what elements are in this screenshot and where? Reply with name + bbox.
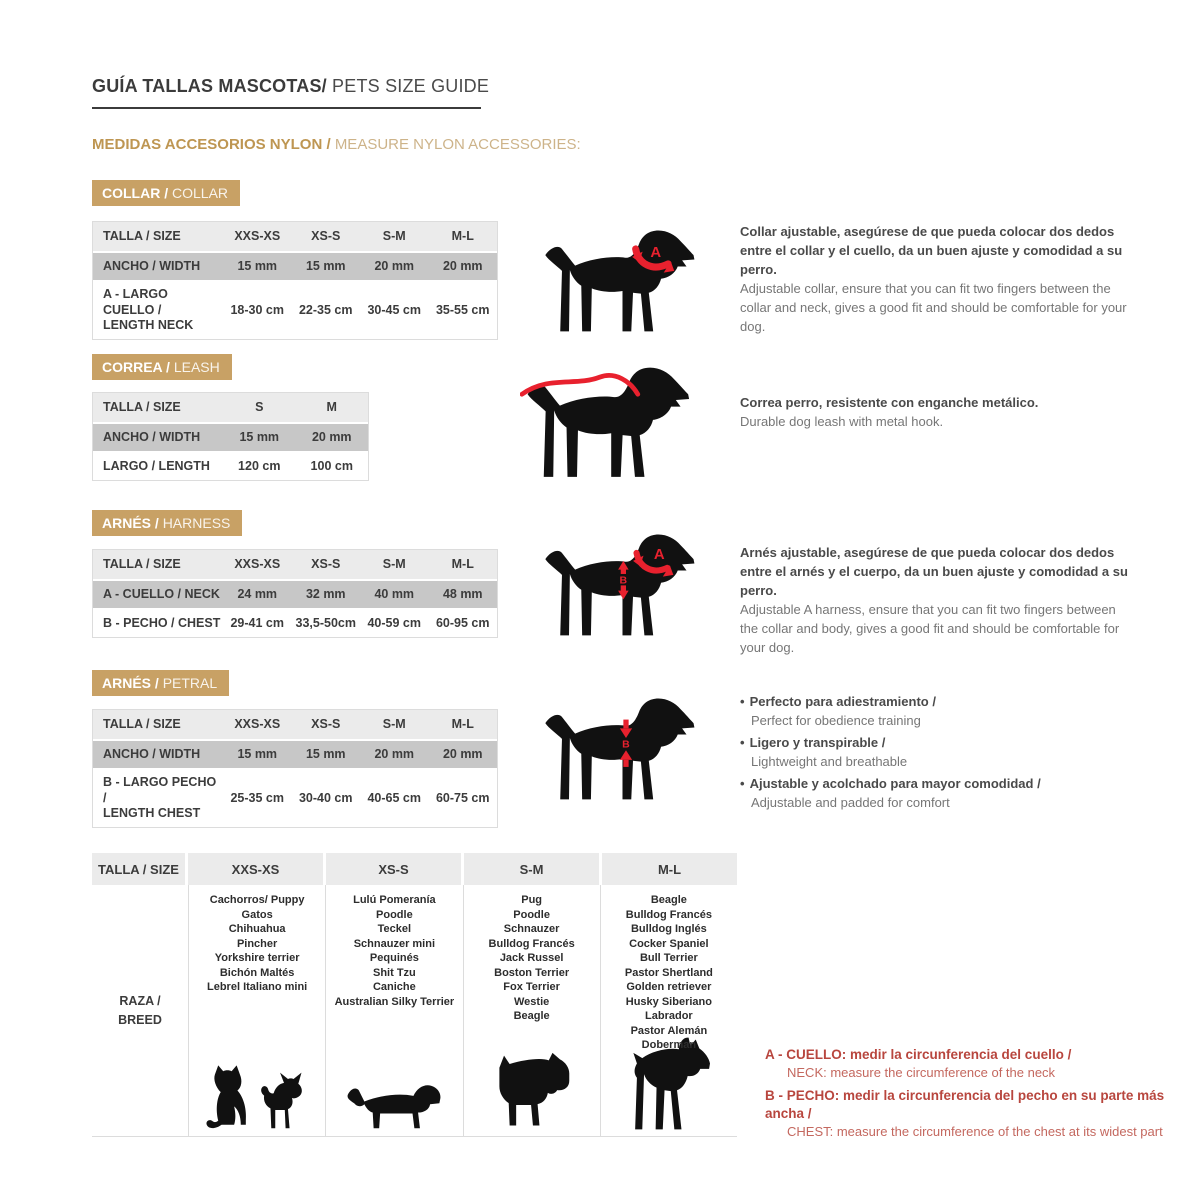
size-table-row bbox=[93, 739, 497, 768]
size-table-row-label: TALLA / SIZE bbox=[103, 716, 181, 731]
breed-list-item: Pequinés bbox=[369, 952, 419, 964]
petral-bullet-3-en: Adjustable and padded for comfort bbox=[751, 795, 950, 810]
harness-description-es: Arnés ajustable, asegúrese de que pueda colocar dos dedos entre el arnés y el cuerpo, da un buen ajuste y comodidad a su perro. bbox=[740, 545, 1128, 598]
breed-header-s-m: S-M bbox=[464, 853, 602, 885]
size-table-value: 35-55 cm bbox=[435, 302, 490, 317]
breed-row-label bbox=[92, 885, 188, 1136]
breed-list-item: Schnauzer mini bbox=[353, 937, 436, 950]
breed-header-xxs-xs: XXS-XS bbox=[188, 853, 326, 885]
petral-badge-en: PETRAL bbox=[162, 675, 218, 691]
size-table-value: 40-65 cm bbox=[367, 790, 421, 805]
harness-marker-b-label: B bbox=[619, 574, 628, 587]
size-table-row bbox=[93, 451, 368, 480]
breed-list-item: Schnauzer bbox=[503, 923, 560, 935]
breed-list-item: Doberman bbox=[641, 1039, 697, 1051]
size-table-header-row bbox=[93, 710, 497, 739]
breed-list-item: Beagle bbox=[513, 1010, 550, 1022]
breed-header-m-l: M-L bbox=[602, 853, 737, 885]
collar-badge-es: COLLAR / bbox=[102, 185, 172, 201]
size-table-size-header: M bbox=[326, 399, 337, 414]
petral-bullet-3 bbox=[740, 774, 1132, 812]
chihuahua-icon bbox=[258, 1071, 310, 1133]
harness-marker-a-label: A bbox=[653, 547, 665, 564]
petral-badge-es: ARNÉS / bbox=[102, 675, 163, 691]
breed-list-item: Beagle bbox=[650, 894, 687, 906]
measuring-notes bbox=[765, 1046, 1197, 1146]
harness-description bbox=[740, 543, 1132, 657]
breed-list-item: Teckel bbox=[377, 923, 412, 935]
breed-list-item: Bichón Maltés bbox=[219, 966, 295, 979]
breed-header-xs-s: XS-S bbox=[326, 853, 464, 885]
breed-list-m-l bbox=[601, 893, 737, 1053]
page-subtitle bbox=[92, 136, 581, 153]
petral-bullet-2-en: Lightweight and breathable bbox=[751, 754, 908, 769]
harness-size-table bbox=[92, 549, 498, 638]
size-table-value: 15 mm bbox=[237, 258, 278, 273]
breed-list-s-m bbox=[464, 893, 600, 1024]
harness-badge-en: HARNESS bbox=[162, 515, 231, 531]
breed-list-item: Cachorros/ Puppy bbox=[209, 894, 305, 906]
petral-feature-list bbox=[740, 692, 1132, 815]
size-table-value: 40-59 cm bbox=[367, 615, 421, 630]
breed-list-item: Westie bbox=[513, 995, 550, 1008]
petral-bullet-2-es: Ligero y transpirable / bbox=[749, 735, 886, 750]
harness-section-badge bbox=[92, 510, 242, 536]
size-table-value: 20 mm bbox=[311, 429, 352, 444]
size-table-value: 15 mm bbox=[305, 258, 346, 273]
collar-marker-a-label: A bbox=[650, 244, 662, 261]
size-table-size-header: M-L bbox=[451, 556, 474, 571]
breed-list-item: Chihuahua bbox=[228, 923, 286, 935]
size-table-value: 24 mm bbox=[237, 586, 278, 601]
size-table-value: 20 mm bbox=[374, 746, 415, 761]
size-table-value: 15 mm bbox=[305, 746, 346, 761]
size-table-row bbox=[93, 280, 497, 339]
size-table-value: 60-75 cm bbox=[435, 790, 490, 805]
size-table-size-header: XXS-XS bbox=[234, 228, 281, 243]
size-table-size-header: S-M bbox=[382, 716, 406, 731]
size-table-value: 15 mm bbox=[239, 429, 280, 444]
size-table-row-label: TALLA / SIZE bbox=[103, 399, 181, 414]
note-a-en: NECK: measure the circumference of the neck bbox=[787, 1065, 1056, 1080]
title-underline bbox=[92, 107, 481, 109]
subtitle-es: MEDIDAS ACCESORIOS NYLON / bbox=[92, 136, 335, 153]
size-table-value: 30-45 cm bbox=[367, 302, 421, 317]
breed-column-xs-s bbox=[325, 885, 462, 1136]
size-table-value: 29-41 cm bbox=[230, 615, 284, 630]
page-title-en: PETS SIZE GUIDE bbox=[326, 76, 490, 96]
size-table-value: 60-95 cm bbox=[435, 615, 490, 630]
breed-list-item: Cocker Spaniel bbox=[629, 937, 709, 950]
size-table-size-header: S-M bbox=[382, 556, 406, 571]
leash-description-en: Durable dog leash with metal hook. bbox=[740, 414, 944, 429]
petral-bullet-3-es: Ajustable y acolchado para mayor comodidad / bbox=[749, 776, 1041, 791]
breed-size-table bbox=[92, 853, 737, 1137]
note-b-en: CHEST: measure the circumference of the chest at its widest part bbox=[787, 1124, 1163, 1139]
breed-silhouettes-xs-s bbox=[326, 1081, 462, 1133]
size-table-row-label: B - LARGO PECHO / LENGTH CHEST bbox=[103, 775, 217, 821]
leash-section-badge bbox=[92, 354, 232, 380]
collar-description-es: Collar ajustable, asegúrese de que pueda colocar dos dedos entre el collar y el cuello, da un buen ajuste y comodidad a su perro. bbox=[740, 224, 1123, 277]
size-table-row-label: ANCHO / WIDTH bbox=[103, 258, 201, 273]
size-table-size-header: XS-S bbox=[311, 716, 341, 731]
size-table-row-label: LARGO / LENGTH bbox=[103, 458, 210, 473]
size-table-size-header: XS-S bbox=[311, 556, 341, 571]
leash-size-table bbox=[92, 392, 369, 481]
breed-list-item: Pug bbox=[521, 894, 543, 906]
size-table-value: 25-35 cm bbox=[230, 790, 284, 805]
breed-list-item: Pastor Alemán bbox=[630, 1024, 708, 1037]
breed-silhouettes-xxs-xs bbox=[189, 1063, 325, 1133]
leash-badge-en: LEASH bbox=[173, 359, 220, 375]
breed-column-xxs-xs bbox=[188, 885, 325, 1136]
breed-header-label: TALLA / SIZE bbox=[92, 853, 188, 885]
petral-marker-b-label: B bbox=[622, 738, 630, 751]
breed-list-item: Yorkshire terrier bbox=[214, 952, 300, 964]
petral-bullet-1-en: Perfect for obedience training bbox=[751, 713, 921, 728]
size-table-row-label: ANCHO / WIDTH bbox=[103, 429, 201, 444]
collar-section-badge bbox=[92, 180, 240, 206]
size-table-value: 48 mm bbox=[442, 586, 483, 601]
dog-collar-figure-icon bbox=[538, 220, 714, 334]
breed-table-body bbox=[92, 885, 737, 1137]
harness-description-en: Adjustable A harness, ensure that you can fit two fingers between the collar and body, gives a good fit and should be comfortable for your dog. bbox=[740, 602, 1120, 655]
breed-silhouettes-s-m bbox=[464, 1051, 600, 1133]
size-table-row-label: A - LARGO CUELLO / LENGTH NECK bbox=[103, 287, 194, 333]
collar-size-table bbox=[92, 221, 498, 340]
breed-list-item: Lebrel Italiano mini bbox=[207, 981, 308, 993]
size-table-size-header: XXS-XS bbox=[234, 716, 281, 731]
breed-column-s-m bbox=[463, 885, 600, 1136]
size-table-value: 22-35 cm bbox=[298, 302, 353, 317]
note-b bbox=[765, 1087, 1197, 1141]
breed-list-item: Bulldog Francés bbox=[488, 937, 575, 950]
bullet-dot: • bbox=[740, 694, 745, 709]
collar-description-en: Adjustable collar, ensure that you can fit two fingers between the collar and neck, gives a good fit and should be comfortable for your dog. bbox=[740, 281, 1127, 334]
size-table-row-label: B - PECHO / CHEST bbox=[103, 615, 221, 630]
size-table-value: 20 mm bbox=[442, 746, 483, 761]
size-table-value: 120 cm bbox=[238, 458, 281, 473]
size-table-row-label: ANCHO / WIDTH bbox=[103, 746, 201, 761]
size-table-value: 32 mm bbox=[305, 586, 346, 601]
note-a-es: A - CUELLO: medir la circunferencia del cuello / bbox=[765, 1047, 1072, 1062]
size-table-value: 20 mm bbox=[374, 258, 415, 273]
breed-list-item: Poodle bbox=[376, 908, 413, 921]
breed-list-item: Caniche bbox=[372, 981, 416, 993]
breed-list-item: Husky Siberiano bbox=[625, 995, 712, 1008]
dog-harness-figure-icon bbox=[538, 524, 714, 638]
leash-description bbox=[740, 393, 1128, 431]
breed-row-label-es: RAZA / bbox=[119, 993, 161, 1008]
breed-list-item: Bull Terrier bbox=[639, 952, 698, 964]
size-table-value: 40 mm bbox=[374, 586, 415, 601]
breed-list-item: Jack Russel bbox=[499, 952, 564, 964]
petral-bullet-1 bbox=[740, 692, 1132, 730]
breed-list-item: Pastor Shertland bbox=[624, 966, 713, 979]
size-table-header-row bbox=[93, 393, 368, 422]
petral-bullet-1-es: Perfecto para adiestramiento / bbox=[749, 694, 936, 709]
bullet-dot: • bbox=[740, 735, 745, 750]
breed-list-item: Labrador bbox=[645, 1010, 693, 1022]
breed-row-label-en: BREED bbox=[118, 1012, 162, 1027]
petral-size-table bbox=[92, 709, 498, 828]
breed-list-item: Lulú Pomeranía bbox=[353, 894, 436, 906]
size-table-value: 18-30 cm bbox=[230, 302, 284, 317]
size-table-size-header: M-L bbox=[451, 228, 474, 243]
size-table-row-label: A - CUELLO / NECK bbox=[103, 586, 220, 601]
breed-table-header bbox=[92, 853, 737, 885]
petral-section-badge bbox=[92, 670, 229, 696]
breed-list-item: Golden retriever bbox=[626, 981, 712, 993]
breed-list-item: Boston Terrier bbox=[494, 966, 570, 979]
breed-list-item: Gatos bbox=[241, 908, 273, 921]
size-table-header-row bbox=[93, 222, 497, 251]
size-table-value: 100 cm bbox=[310, 458, 353, 473]
cat-icon bbox=[204, 1063, 250, 1133]
dog-petral-figure-icon bbox=[538, 688, 714, 802]
note-b-es: B - PECHO: medir la circunferencia del pecho en su parte más ancha / bbox=[765, 1088, 1165, 1121]
size-table-row-label: TALLA / SIZE bbox=[103, 556, 181, 571]
leash-badge-es: CORREA / bbox=[102, 359, 174, 375]
dachshund-icon bbox=[344, 1081, 444, 1133]
size-table-size-header: XS-S bbox=[311, 228, 341, 243]
bullet-dot: • bbox=[740, 776, 745, 791]
size-table-size-header: XXS-XS bbox=[234, 556, 281, 571]
size-table-row bbox=[93, 251, 497, 280]
size-table-value: 20 mm bbox=[442, 258, 483, 273]
breed-list-item: Pincher bbox=[236, 937, 278, 950]
size-table-row-label: TALLA / SIZE bbox=[103, 228, 181, 243]
note-a bbox=[765, 1046, 1197, 1082]
dog-leash-figure-icon bbox=[520, 356, 710, 480]
breed-column-m-l bbox=[600, 885, 737, 1136]
leash-description-es: Correa perro, resistente con enganche metálico. bbox=[740, 395, 1039, 410]
subtitle-en: MEASURE NYLON ACCESSORIES: bbox=[334, 136, 581, 153]
schnauzer-icon bbox=[491, 1051, 573, 1133]
size-table-row bbox=[93, 768, 497, 827]
size-table-value: 33,5-50cm bbox=[295, 615, 356, 630]
page-title-es: GUÍA TALLAS MASCOTAS/ bbox=[92, 76, 327, 96]
size-table-value: 30-40 cm bbox=[298, 790, 353, 805]
breed-list-item: Shit Tzu bbox=[372, 966, 416, 979]
breed-list-item: Bulldog Inglés bbox=[630, 923, 707, 935]
size-table-header-row bbox=[93, 550, 497, 579]
size-table-size-header: S-M bbox=[382, 228, 406, 243]
breed-list-item: Poodle bbox=[513, 908, 550, 921]
size-table-row bbox=[93, 608, 497, 637]
harness-badge-es: ARNÉS / bbox=[102, 515, 163, 531]
page-title bbox=[92, 76, 489, 97]
breed-list-item: Fox Terrier bbox=[503, 981, 560, 993]
collar-badge-en: COLLAR bbox=[172, 185, 229, 201]
size-table-size-header: S bbox=[255, 399, 264, 414]
breed-list-xxs-xs bbox=[189, 893, 325, 995]
size-table-row bbox=[93, 579, 497, 608]
size-table-row bbox=[93, 422, 368, 451]
petral-bullet-2 bbox=[740, 733, 1132, 771]
collar-description bbox=[740, 222, 1128, 336]
breed-list-xs-s bbox=[326, 893, 462, 1009]
size-table-size-header: M-L bbox=[451, 716, 474, 731]
breed-list-item: Bulldog Francés bbox=[625, 908, 712, 921]
size-table-value: 15 mm bbox=[237, 746, 278, 761]
breed-list-item: Australian Silky Terrier bbox=[334, 995, 455, 1008]
